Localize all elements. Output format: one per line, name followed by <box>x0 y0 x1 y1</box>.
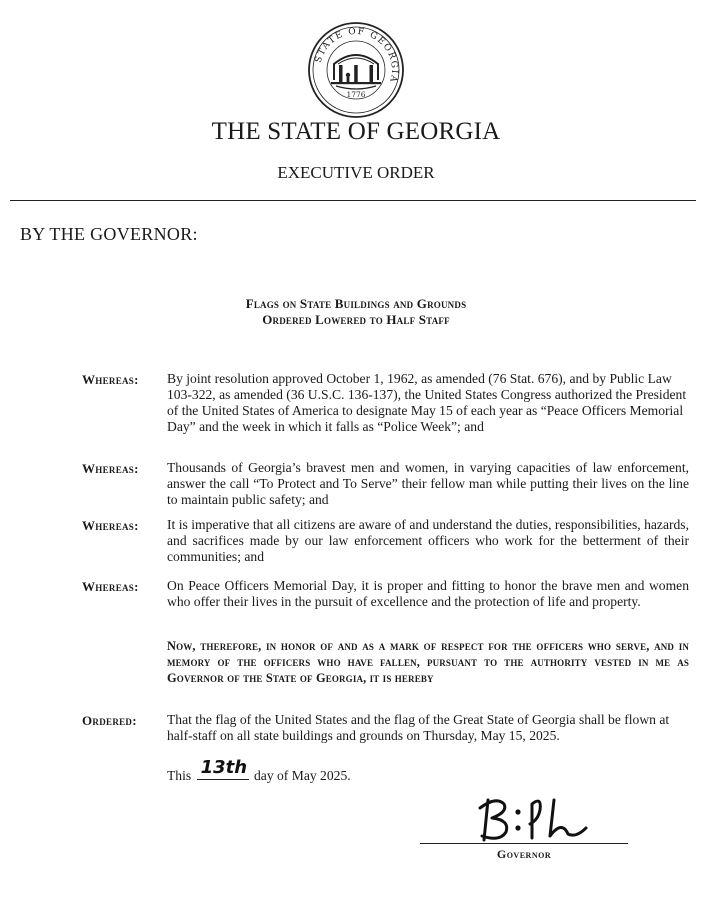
header-divider <box>10 200 696 201</box>
date-suffix: day of May 2025. <box>253 768 351 783</box>
governor-signature <box>470 790 590 846</box>
now-therefore-paragraph: Now, therefore, in honor of and as a mark of respect for the officers who serve, and in memory of the officers who have fallen, pursuant to the authority vested in me as Governor of the State of Georgia, it is hereby <box>167 639 689 685</box>
by-governor-line: BY THE GOVERNOR: <box>20 224 198 244</box>
clause-label: Whereas: <box>82 372 139 387</box>
clause-label: Whereas: <box>82 579 139 594</box>
clause-text: On Peace Officers Memorial Day, it is proper and fitting to honor the brave men and women who offer their lives in the pursuit of excellence and the protection of life and property. <box>167 578 689 609</box>
signature-line <box>420 843 628 844</box>
order-heading <box>0 296 712 328</box>
date-line <box>167 757 351 784</box>
ordered-label: Ordered: <box>82 713 137 728</box>
clause-text: It is imperative that all citizens are aware of and understand the duties, responsibilities, hazards, and sacrifices made by our law enforcement officers who work for the betterment of their communities; and <box>167 517 689 564</box>
clause-text: Thousands of Georgia’s bravest men and women, in varying capacities of law enforcement, answer the call “To Protect and To Serve” their fellow man while putting their lives on the line to maintain public safety; and <box>167 460 689 507</box>
document-subtitle: EXECUTIVE ORDER <box>277 163 435 182</box>
date-day-handwritten: 13th <box>200 757 248 778</box>
order-heading-line-2: Ordered Lowered to Half Staff <box>262 312 450 327</box>
clause-label: Whereas: <box>82 461 139 476</box>
clause-label: Whereas: <box>82 518 139 533</box>
svg-text:STATE OF GEORGIA: STATE OF GEORGIA <box>313 26 400 85</box>
order-heading-line-1: Flags on State Buildings and Grounds <box>245 296 467 311</box>
ordered-text: That the flag of the United States and the flag of the Great State of Georgia shall be flown at half-staff on all state buildings and grounds on Thursday, May 15, 2025. <box>167 712 670 743</box>
date-day-blank <box>197 757 249 780</box>
document-title: THE STATE OF GEORGIA <box>211 118 501 145</box>
governor-title: Governor <box>496 847 552 861</box>
state-seal-logo <box>306 20 406 120</box>
date-prefix: This <box>167 768 192 783</box>
clause-text: By joint resolution approved October 1, 1962, as amended (76 Stat. 676), and by Public Law 103-322, as amended (36 U.S.C. 136-137), the United States Congress authorized the President of the United States of America to designate May 15 of each year as “Peace Officers Memorial Day” and the week in which it falls as “Police Week”; and <box>167 371 687 434</box>
seal-year: 1776 <box>346 90 366 99</box>
